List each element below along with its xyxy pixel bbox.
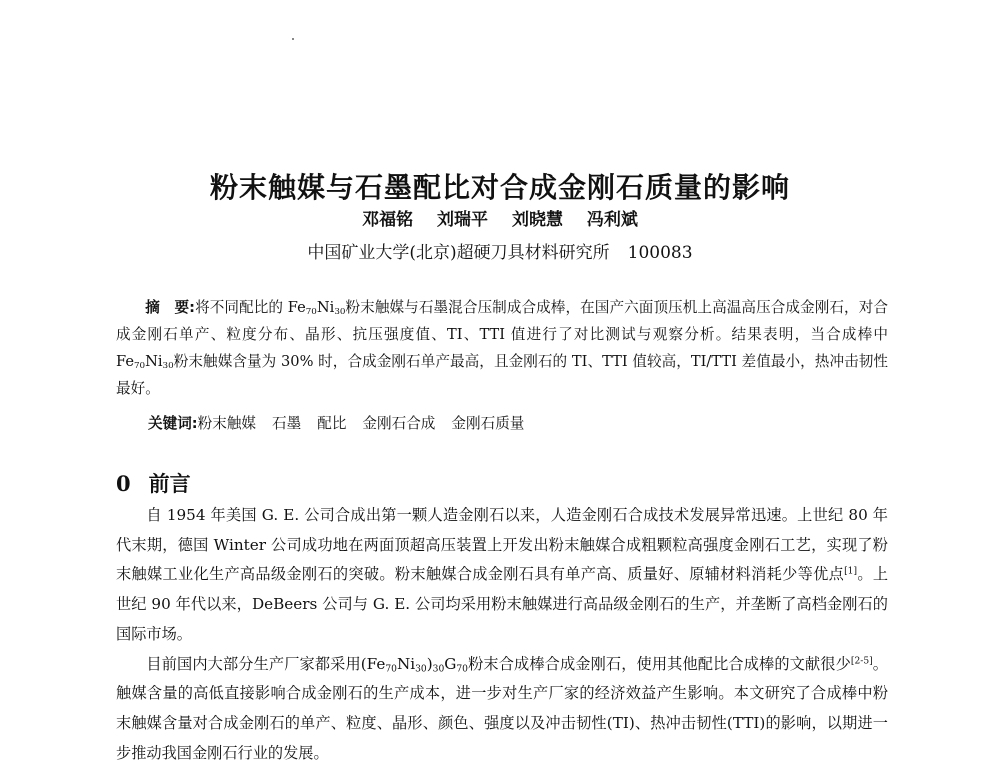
keyword: 金刚石质量	[451, 415, 525, 432]
affiliation	[0, 238, 1000, 263]
keyword: 配比	[317, 415, 347, 432]
keyword: 石墨	[272, 415, 302, 432]
paragraph-text: 自 1954 年美国 G. E. 公司合成出第一颗人造金刚石以来，人造金刚石合成技术发展异常迅速。上世纪 80 年代末期，德国 Winter 公司成功地在两面顶超高压装置上开发出粉末触媒合成粗颗粒高强度金刚石工艺，实现了粉末触媒工业化生产高品级金刚石的突破。粉末触媒合成金刚石具有单产高、质量好、原辅材料消耗少等优点	[116, 506, 888, 584]
abstract-text: Ni	[145, 353, 163, 370]
author-name: 刘瑞平	[437, 210, 489, 230]
paragraph-text: 粉末合成棒合成金刚石，使用其他配比合成棒的文献很少	[467, 654, 851, 673]
abstract-text: Ni	[316, 299, 335, 316]
section-heading	[116, 468, 191, 498]
affiliation-name: 中国矿业大学(北京)超硬刀具材料研究所	[307, 243, 610, 263]
paragraph-text: 。触媒含量的高低直接影响合成金刚石的生产成本，进一步对生产厂家的经济效益产生影响。本文研究了合成棒中粉末触媒含量对合成金刚石的单产、粒度、晶形、颜色、强度以及冲击韧性(TI)、热冲击韧性(TTI)的影响，以期进一步推动我国金刚石行业的发展。	[116, 654, 888, 762]
paragraph-text: G	[444, 654, 457, 673]
subscript: 70	[305, 307, 317, 318]
subscript: 30	[415, 663, 427, 674]
subscript: 70	[456, 663, 468, 674]
paragraph-text: Ni	[396, 654, 416, 673]
author-list	[0, 205, 1000, 230]
subscript: 70	[385, 663, 397, 674]
abstract-text: 粉末触媒含量为 30% 时，合成金刚石单产最高，且金刚石的 TI、TTI 值较高，TI/TTI 差值最小，热冲击韧性最好。	[116, 353, 888, 397]
subscript: 70	[133, 361, 146, 372]
section-title: 前言	[148, 472, 191, 496]
author-name: 刘晓慧	[511, 210, 563, 230]
author-name: 冯利斌	[586, 210, 638, 230]
paragraph-text: 。上世纪 90 年代以来，DeBeers 公司与 G. E. 公司均采用粉末触媒进行高品级金刚石的生产，并垄断了高档金刚石的国际市场。	[116, 565, 889, 643]
subscript: 30	[162, 361, 174, 372]
keyword: 粉末触媒	[197, 415, 257, 432]
body-text	[116, 501, 888, 768]
author-name: 邓福铭	[362, 210, 414, 230]
paragraph	[116, 650, 888, 768]
paragraph-text: )	[426, 654, 433, 673]
abstract-label: 摘 要:	[145, 299, 196, 316]
subscript: 30	[334, 307, 346, 318]
section-number: 0	[116, 471, 131, 496]
subscript: 30	[432, 663, 445, 674]
scan-speck	[292, 38, 294, 40]
keyword: 金刚石合成	[362, 415, 436, 432]
abstract-text: 粉末触媒与石墨混合压制成合成棒，在国产六面顶压机上高温高压合成金刚石，对合成金刚石单产、粒度分布、晶形、抗压强度值、TI、TTI 值进行了对比测试与观察分析。结果表明，当合成棒中 Fe	[116, 299, 888, 370]
paragraph-text: 目前国内大部分生产厂家都采用(Fe	[146, 654, 386, 673]
abstract-text: 将不同配比的 Fe	[195, 299, 306, 316]
citation: [2-5]	[850, 656, 873, 667]
paragraph	[116, 501, 888, 650]
postcode: 100083	[627, 243, 693, 263]
keywords	[148, 412, 540, 433]
paper-title: 粉末触媒与石墨配比对合成金刚石质量的影响	[209, 171, 790, 204]
abstract	[116, 294, 888, 402]
keywords-label: 关键词:	[148, 415, 198, 432]
citation: [1]	[844, 566, 858, 577]
